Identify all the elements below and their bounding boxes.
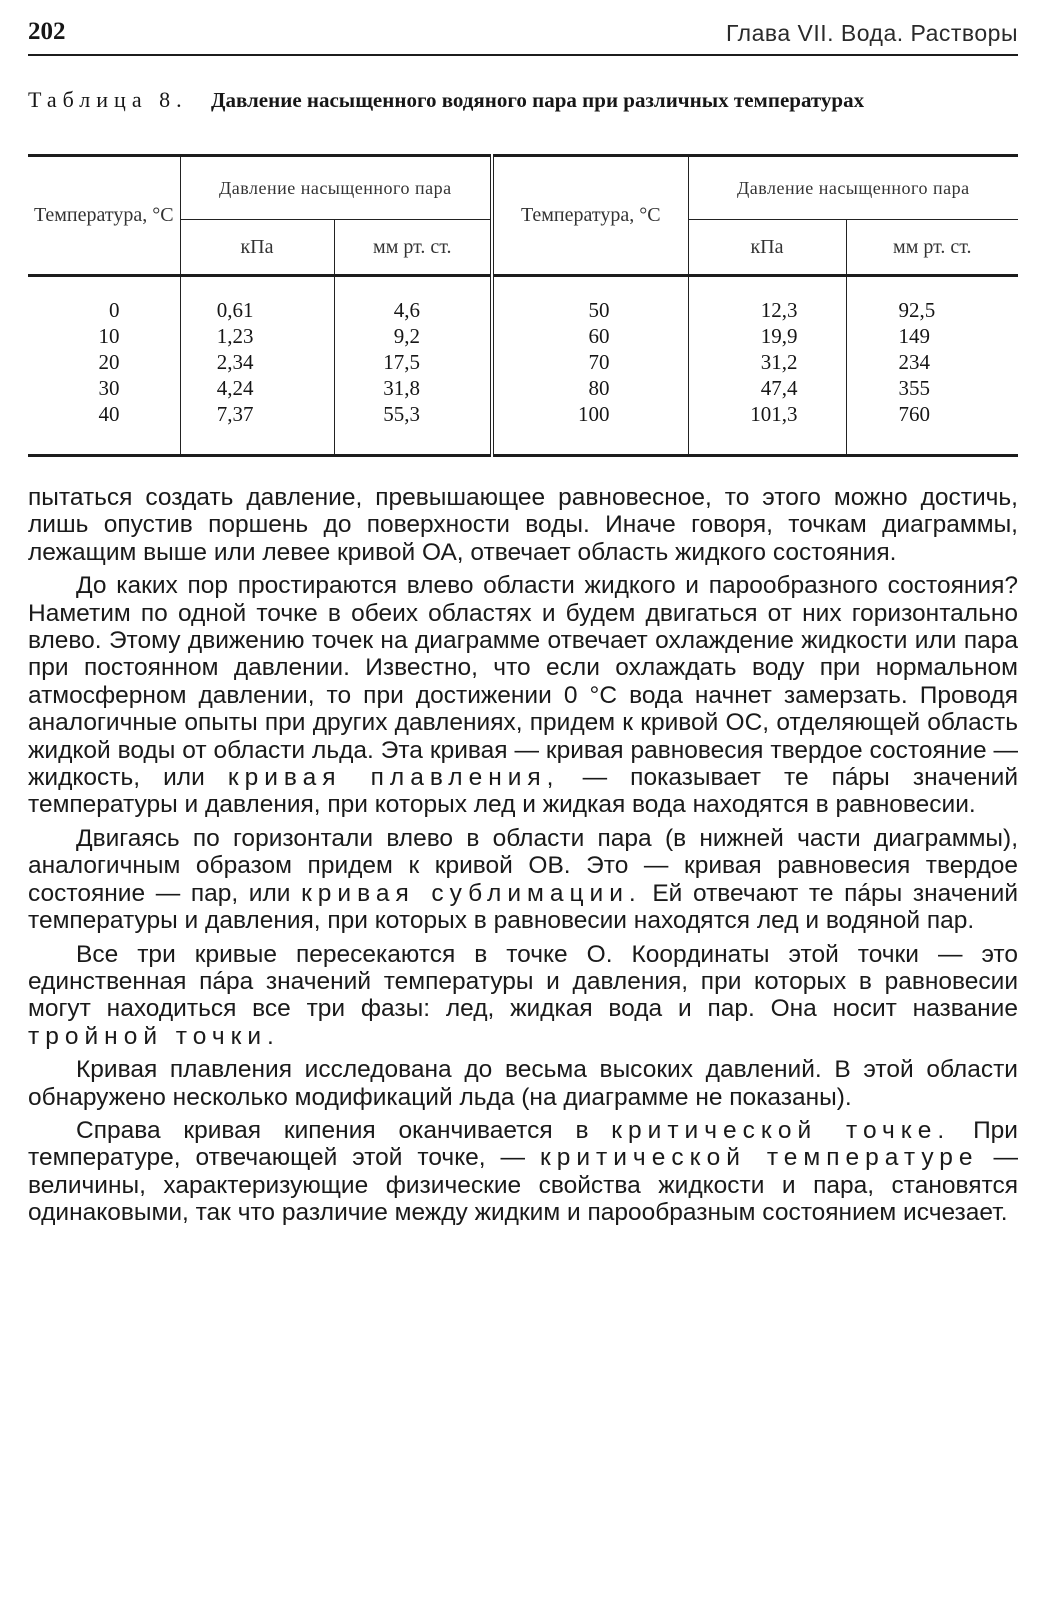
page-number: 202 xyxy=(28,18,66,45)
table-cell: 2,34 xyxy=(216,350,254,374)
table-cell: 0,61 xyxy=(216,298,254,322)
vapor-pressure-table xyxy=(28,154,1018,457)
table-cell: 60 xyxy=(588,324,610,348)
paragraph xyxy=(28,1117,1018,1227)
text-run: Двигаясь по горизонтали влево в области пара (в нижней части диаграммы), аналогичным образом придем к кривой ОВ. Это — кривая равновесия твердое состояние — пар, или xyxy=(28,824,1018,907)
table-label: Таблица 8. xyxy=(28,87,188,112)
text-run: — величины, характеризующие физические свойства жидкости и пара, становятся одинаковыми, так что различие между жидким и парообразным состоянием исчезает. xyxy=(28,1144,1018,1227)
table-cell: 149 xyxy=(898,324,930,348)
table-cell: 19,9 xyxy=(760,324,798,348)
table-cell: 40 xyxy=(98,402,120,426)
header-temperature-left: Температура, °С xyxy=(28,156,180,276)
header-mmhg-left: мм рт. ст. xyxy=(334,220,492,276)
table-cell: 4,24 xyxy=(216,376,254,400)
column-kpa-left xyxy=(180,276,334,456)
text-run: Все три кривые пересекаются в точке О. Координаты этой точки — это единственная пáра значений температуры и давления, при которых в равновесии могут находиться все три фазы: лед, жидкая вода и пар. Она носит название xyxy=(28,940,1018,1023)
text-run: При температуре, отвечающей этой точке, — xyxy=(28,1116,1018,1172)
paragraph xyxy=(28,825,1018,935)
table-caption xyxy=(28,86,1018,114)
paragraph: Кривая плавления исследована до весьма высоких давлений. В этой области обнаружено несколько модификаций льда (на диаграмме не показаны). xyxy=(28,1056,1018,1111)
emphasized-term: кривая сублимации. xyxy=(301,879,642,907)
column-temperature-right xyxy=(492,276,688,456)
text-run: Справа кривая кипения оканчивается в xyxy=(76,1116,589,1144)
table-cell: 20 xyxy=(98,350,120,374)
column-mmhg-left xyxy=(334,276,492,456)
table-cell: 30 xyxy=(98,376,120,400)
header-pressure-right: Давление насыщенного пара xyxy=(688,156,1018,220)
emphasized-term: кривая плавления, xyxy=(227,764,560,792)
header-mmhg-right: мм рт. ст. xyxy=(846,220,1018,276)
table-cell: 760 xyxy=(898,402,930,426)
emphasized-term: тройной точки. xyxy=(28,1022,280,1050)
table-cell: 234 xyxy=(898,350,930,374)
running-header xyxy=(28,16,1018,56)
table-cell: 50 xyxy=(588,298,610,322)
text-run: Ей отвечают те пáры значений температуры и давления, при которых в равновесии находятся лед и водяной пар. xyxy=(28,879,1018,935)
table-cell: 47,4 xyxy=(760,376,798,400)
header-kpa-right: кПа xyxy=(688,220,846,276)
table-cell: 100 xyxy=(578,402,610,426)
table-cell: 101,3 xyxy=(750,402,798,426)
table-cell: 10 xyxy=(98,324,120,348)
emphasized-term: критической точке. xyxy=(611,1116,951,1144)
column-mmhg-right xyxy=(846,276,1018,456)
paragraph: пытаться создать давление, превышающее равновесное, то этого можно достичь, лишь опустив поршень до поверхности воды. Иначе говоря, точкам диаграммы, лежащим выше или левее кривой ОА, отвечает область жидкого состояния. xyxy=(28,484,1018,566)
emphasized-term: критической температуре xyxy=(540,1144,979,1172)
table-cell: 92,5 xyxy=(898,298,936,322)
table-title: Давление насыщенного водяного пара при различных температурах xyxy=(211,88,865,112)
table-cell: 31,8 xyxy=(383,376,420,400)
table-body-row xyxy=(28,276,1018,456)
table-cell: 17,5 xyxy=(383,350,420,374)
column-temperature-left xyxy=(28,276,180,456)
text-run: — показывает те пáры значений температуры и давления, при которых лед и жидкая вода находятся в равновесии. xyxy=(28,764,1019,819)
paragraph xyxy=(28,572,1018,819)
header-pressure-left: Давление насыщенного пара xyxy=(180,156,492,220)
table-cell: 12,3 xyxy=(760,298,798,322)
text-run: До каких пор простираются влево области жидкого и парообразного состояния? Наметим по одной точке в обеих областях и будем двигаться от них горизонтально влево. Этому движению точек на диаграмме отвечает охлаждение жидкости или пара при постоянном давлении. Известно, что если охлаждать воду при нормальном атмосферном давлении, то при достижении 0 °С вода начнет замерзать. Проводя аналогичные опыты при других давлениях, придем к кривой ОС, отделяющей область жидкой воды от области льда. Эта кривая — кривая равновесия твердое состояние — жидкость, или xyxy=(28,572,1018,792)
table-cell: 55,3 xyxy=(383,402,420,426)
table-cell: 355 xyxy=(898,376,930,400)
table-cell: 80 xyxy=(588,376,610,400)
table-cell: 9,2 xyxy=(393,324,420,348)
table-cell: 7,37 xyxy=(216,402,254,426)
table-cell: 1,23 xyxy=(216,324,254,348)
table-cell: 31,2 xyxy=(760,350,798,374)
header-kpa-left: кПа xyxy=(180,220,334,276)
chapter-title: Глава VII. Вода. Растворы xyxy=(725,20,1018,46)
paragraph xyxy=(28,941,1018,1051)
table-cell: 0 xyxy=(109,298,120,322)
table-cell: 4,6 xyxy=(393,298,420,322)
table-cell: 70 xyxy=(588,350,610,374)
header-temperature-right: Температура, °С xyxy=(492,156,688,276)
body-text xyxy=(28,484,1018,1233)
column-kpa-right xyxy=(688,276,846,456)
